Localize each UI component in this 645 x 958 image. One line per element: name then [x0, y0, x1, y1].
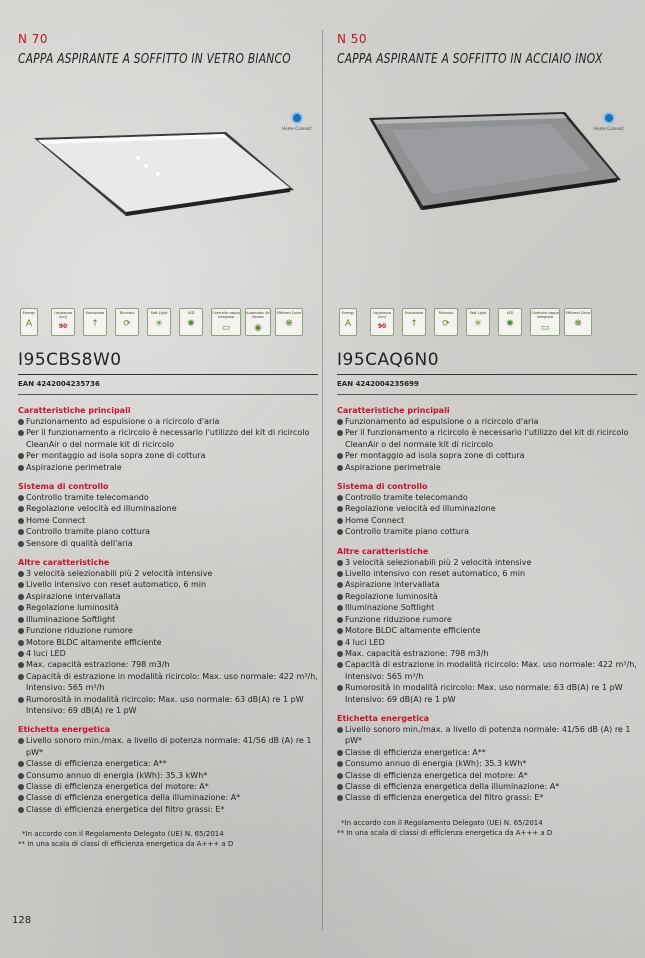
spec-item: Classe di efficienza energetica: A** [337, 747, 637, 758]
series-code: N 50 [337, 32, 368, 46]
hood-illustration [351, 110, 623, 214]
spec-item: Livello intensivo con reset automatico, 6 min [18, 579, 318, 590]
badge-energy: Energy A [20, 308, 38, 336]
product-image-white-hood [28, 128, 300, 224]
home-connect-icon [291, 112, 303, 124]
badge-softlight: Soft Light ✳ [147, 308, 171, 336]
spec-section [18, 405, 318, 473]
feature-badges [18, 308, 318, 338]
badge-air-sensor: Automatic Air Sensor ◉ [245, 308, 271, 336]
model-number: I95CBS8W0 [18, 350, 122, 370]
divider [337, 394, 637, 395]
home-connect-label: Home Connect [282, 126, 312, 131]
spec-item: Funzione riduzione rumore [18, 625, 318, 636]
spec-item: Classe di efficienza energetica del motore: A* [337, 770, 637, 781]
column-divider [322, 30, 323, 930]
spec-item: Livello sonoro min./max. a livello di potenza normale: 41/56 dB (A) re 1 pW* [337, 724, 637, 747]
spec-item: 3 velocità selezionabili più 2 velocità intensive [337, 557, 637, 568]
spec-section-title: Altre caratteristiche [18, 558, 110, 568]
spec-item: Rumorosità in modalità ricircolo: Max. uso normale: 63 dB(A) re 1 pW Intensivo: 69 dB(A) re 1 pW [18, 694, 318, 717]
badge-efficient-drive: Efficient Drive ❋ [275, 308, 303, 336]
divider [337, 374, 637, 375]
model-number: I95CAQ6N0 [337, 350, 440, 370]
badge-led: LED ✺ [498, 308, 522, 336]
badge-width: Larghezza (cm) 90 [370, 308, 394, 336]
product-image-steel-hood [351, 110, 623, 214]
spec-item: Controllo tramite piano cottura [18, 526, 318, 537]
spec-section-title: Altre caratteristiche [337, 546, 429, 556]
page-number: 128 [12, 915, 32, 926]
spec-section-title: Etichetta energetica [337, 713, 430, 723]
spec-item: Controllo tramite piano cottura [337, 526, 637, 537]
spec-section-title: Sistema di controllo [18, 482, 109, 492]
footnotes [337, 818, 637, 838]
spec-item: 3 velocità selezionabili più 2 velocità intensive [18, 568, 318, 579]
spec-item: Livello sonoro min./max. a livello di potenza normale: 41/56 dB (A) re 1 pW* [18, 735, 318, 758]
spec-section-title: Etichetta energetica [18, 725, 111, 735]
spec-item: Classe di efficienza energetica del motore: A* [18, 781, 318, 792]
badge-extraction: Estrazione ↑ [83, 308, 107, 336]
spec-item: Per montaggio ad isola sopra zone di cottura [18, 450, 318, 461]
spec-item: Aspirazione intervallata [18, 591, 318, 602]
ean-code: EAN 4242004235736 [18, 380, 100, 388]
badge-width: Larghezza (cm) 90 [51, 308, 75, 336]
spec-item: Max. capacità estrazione: 798 m3/h [18, 659, 318, 670]
spec-list [337, 405, 637, 838]
spec-item: Motore BLDC altamente efficiente [337, 625, 637, 636]
spec-item: Classe di efficienza energetica della illuminazione: A* [337, 781, 637, 792]
badge-softlight: Soft Light ✳ [466, 308, 490, 336]
product-title: CAPPA ASPIRANTE A SOFFITTO IN ACCIAIO INOX [337, 52, 603, 67]
spec-item: Max. capacità estrazione: 798 m3/h [337, 648, 637, 659]
spec-item: Capacità di estrazione in modalità ricircolo: Max. uso normale: 422 m³/h, Intensivo: 565 m³/h [18, 671, 318, 694]
spec-item: Funzione riduzione rumore [337, 614, 637, 625]
spec-item: Motore BLDC altamente efficiente [18, 637, 318, 648]
spec-item: Illuminazione Softlight [18, 614, 318, 625]
spec-section [337, 546, 637, 705]
divider [18, 394, 318, 395]
spec-item: Classe di efficienza energetica del filtro grassi: E* [337, 792, 637, 803]
spec-item: Aspirazione perimetrale [18, 462, 318, 473]
footnote: *In accordo con il Regolamento Delegato (UE) N. 65/2014 [22, 830, 224, 839]
spec-section [337, 481, 637, 538]
home-connect-label: Home Connect [594, 126, 624, 131]
spec-item: Consumo annuo di energia (kWh): 35.3 kWh* [337, 758, 637, 769]
spec-item: Per montaggio ad isola sopra zone di cottura [337, 450, 637, 461]
product-title: CAPPA ASPIRANTE A SOFFITTO IN VETRO BIANCO [18, 52, 291, 67]
hood-illustration [28, 128, 300, 224]
spec-item: Livello intensivo con reset automatico, 6 min [337, 568, 637, 579]
spec-item: Regolazione velocità ed illuminazione [337, 503, 637, 514]
badge-energy: Energy A [339, 308, 357, 336]
spec-item: Controllo tramite telecomando [337, 492, 637, 503]
product-column-left [18, 0, 318, 958]
spec-item: Regolazione luminosità [18, 602, 318, 613]
spec-list [18, 405, 318, 849]
spec-section-title: Caratteristiche principali [337, 406, 450, 415]
spec-item: Capacità di estrazione in modalità ricircolo: Max. uso normale: 422 m³/h, Intensivo: 565 m³/h [337, 659, 637, 682]
footnote: ** In una scala di classi di efficienza energetica da A+++ a D [337, 828, 553, 837]
spec-item: Classe di efficienza energetica del filtro grassi: E* [18, 804, 318, 815]
spec-item: Home Connect [18, 515, 318, 526]
spec-item: Consumo annuo di energia (kWh): 35.3 kWh* [18, 770, 318, 781]
spec-item: Regolazione velocità ed illuminazione [18, 503, 318, 514]
product-column-right [337, 0, 637, 958]
spec-section [337, 713, 637, 804]
spec-section [18, 724, 318, 815]
spec-section [18, 557, 318, 716]
spec-item: 4 luci LED [18, 648, 318, 659]
spec-item: Home Connect [337, 515, 637, 526]
badge-recirculation: Ricircolo ⟳ [434, 308, 458, 336]
spec-item: Classe di efficienza energetica: A** [18, 758, 318, 769]
spec-item: Rumorosità in modalità ricircolo: Max. uso normale: 63 dB(A) re 1 pW Intensivo: 69 dB(A) re 1 pW [337, 682, 637, 705]
spec-item: Illuminazione Softlight [337, 602, 637, 613]
badge-led: LED ✺ [179, 308, 203, 336]
spec-item: Controllo tramite telecomando [18, 492, 318, 503]
spec-item: Classe di efficienza energetica della illuminazione: A* [18, 792, 318, 803]
badge-integrated-control: Controllo cappa integrato ▭ [530, 308, 560, 336]
ean-code: EAN 4242004235699 [337, 380, 419, 388]
divider [18, 374, 318, 375]
footnotes [18, 829, 318, 849]
spec-section-title: Caratteristiche principali [18, 406, 131, 415]
spec-section-title: Sistema di controllo [337, 482, 428, 492]
spec-item: Funzionamento ad espulsione o a ricircolo d'aria [337, 416, 637, 427]
badge-integrated-control: Controllo cappa integrato ▭ [211, 308, 241, 336]
badge-efficient-drive: Efficient Drive ❋ [564, 308, 592, 336]
spec-section [18, 481, 318, 549]
footnote: *In accordo con il Regolamento Delegato (UE) N. 65/2014 [341, 818, 543, 827]
spec-section [337, 405, 637, 473]
spec-item: 4 luci LED [337, 637, 637, 648]
spec-item: Per il funzionamento a ricircolo è necessario l'utilizzo del kit di ricircolo CleanAir o del normale kit di ricircolo [18, 427, 318, 450]
badge-extraction: Estrazione ↑ [402, 308, 426, 336]
badge-recirculation: Ricircolo ⟳ [115, 308, 139, 336]
feature-badges [337, 308, 637, 338]
spec-item: Funzionamento ad espulsione o a ricircolo d'aria [18, 416, 318, 427]
spec-item: Regolazione luminosità [337, 591, 637, 602]
spec-item: Aspirazione perimetrale [337, 462, 637, 473]
spec-item: Sensore di qualità dell'aria [18, 538, 318, 549]
series-code: N 70 [18, 32, 49, 46]
spec-item: Aspirazione intervallata [337, 579, 637, 590]
footnote: ** In una scala di classi di efficienza energetica da A+++ a D [18, 840, 234, 849]
spec-item: Per il funzionamento a ricircolo è necessario l'utilizzo del kit di ricircolo CleanAir o del normale kit di ricircolo [337, 427, 637, 450]
